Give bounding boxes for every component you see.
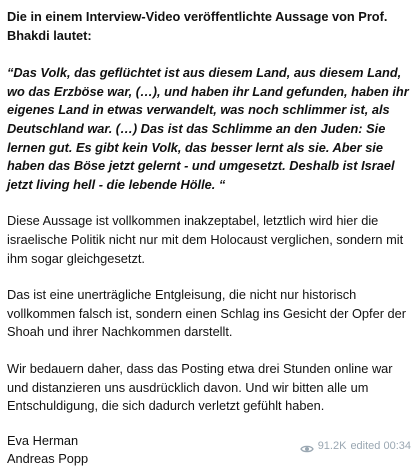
quoted-statement: “Das Volk, das geflüchtet ist aus diesem Land, aus diesem Land, wo das Erzböse war, (…), und haben ihr Land gefunden, haben ihr eigenes Land in etwas verwandelt, was noch schlimmer ist, als Deutschland war. (…) Das ist das Schlimme an den Juden: Sie lernen gut. Es gibt kein Volk, das besser lernt als sie. Aber sie haben das Böse jetzt gelernt - und umgesetzt. Deshalb ist Israel jetzt living hell - die lebende Hölle. “: [7, 65, 409, 192]
signature-name-2: Andreas Popp: [7, 451, 89, 467]
paragraph-2: Das ist eine unerträgliche Entgleisung, die nicht nur historisch vollkommen falsch ist, sondern einen Schlag ins Gesicht der Opfer der Shoah und ihrer Nachkommen darstellt.: [7, 287, 407, 340]
edited-timestamp: edited 00:34: [350, 440, 411, 453]
message-heading: Die in einem Interview-Video veröffentlichte Aussage von Prof. Bhakdi lautet:: [7, 9, 388, 43]
paragraph-3: Wir bedauern daher, dass das Posting etwa drei Stunden online war und distanzieren uns ausdrücklich davon. Und wir bitten alle um Entschuldigung, die sich dadurch verletzt gefühlt haben.: [7, 360, 393, 414]
eye-icon: [300, 442, 314, 452]
signature-name-1: Eva Herman: [7, 432, 79, 448]
paragraph-1: Diese Aussage ist vollkommen inakzeptabel, letztlich wird hier die israelische Politik nicht nur mit dem Holocaust verglichen, sondern mit ihm sogar gleichgesetzt.: [7, 213, 404, 266]
view-count: 91.2K: [317, 440, 347, 453]
message-meta: [300, 437, 411, 456]
